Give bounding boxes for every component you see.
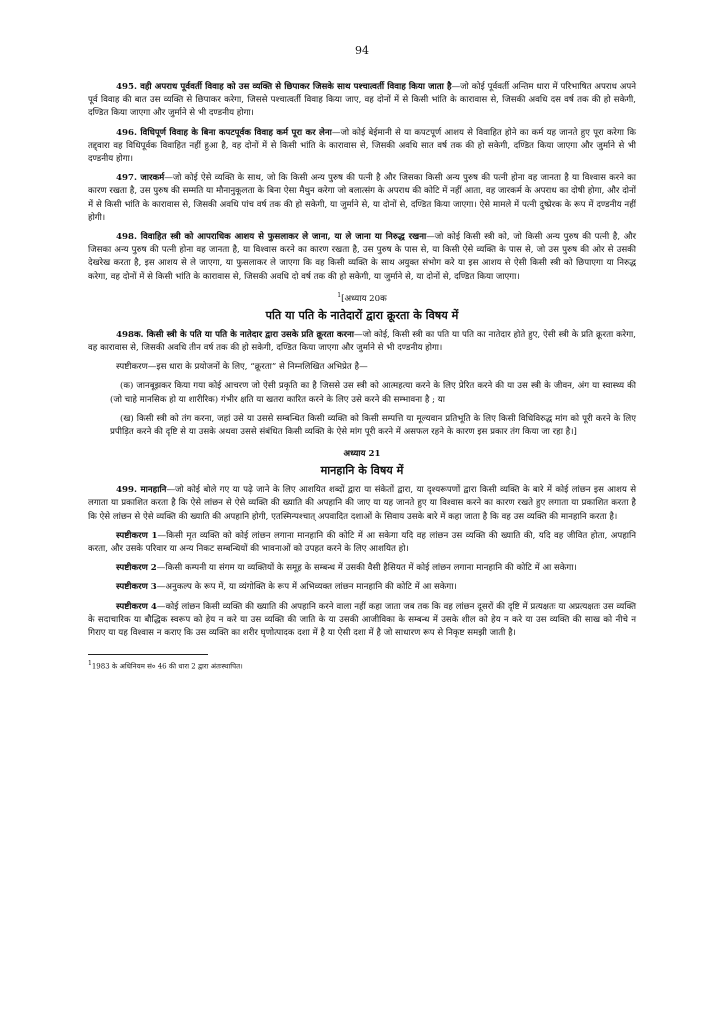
- section-498a-body: —जो कोई, किसी स्त्री का पति या पति का नातेदार होते हुए, ऐसी स्त्री के प्रति क्रूरता करेगा, वह कारावास से, जिसकी अवधि तीन वर्ष तक की हो सकेगी, दण्डित किया जाएगा और जुर्माने से भी दण्डनीय होगा।: [88, 329, 636, 354]
- section-497: [88, 172, 636, 225]
- section-497-body: —जो कोई ऐसे व्यक्ति के साथ, जो कि किसी अन्य पुरुष की पत्नी है और जिसका किसी अन्य पुरुष की पत्नी होना वह जानता है या विश्वास करने का कारण रखता है, उस पुरुष की सम्मति या मौनानुकूलता के बिना ऐसा मैथुन करेगा जो बलात्संग के अपराध की कोटि में नहीं आता, वह जारकर्म के अपराध का दोषी होगा, और दोनों में से किसी भांति के कारावास से, जिसकी अवधि पांच वर्ष तक की हो सकेगी, या जुर्माने से, या दोनों से, दण्डित किया जाएगा। ऐसे मामले में पत्नी दुष्प्रेरक के रूप में दण्डनीय नहीं होगी।: [88, 173, 637, 223]
- explanation-4: [88, 601, 636, 641]
- clause-a: (क) जानबूझकर किया गया कोई आचरण जो ऐसी प्रकृति का है जिससे उस स्त्री को आत्महत्या करने के लिए प्रेरित करने की या उस स्त्री के जीवन, अंग या स्वास्थ्य की (जो चाहे मानसिक हो या शारीरिक) गंभीर क्षति या खतरा कारित करने के लिए उसे करने की सम्भावना है ; या: [110, 381, 636, 405]
- chapter-20a-label: [88, 292, 636, 304]
- explanation-2: [88, 562, 636, 575]
- chapter-20a-label-text: [अध्याय 20क: [341, 293, 387, 304]
- section-498a-explanation: स्पष्टीकरण—इस धारा के प्रयोजनों के लिए, “क्रूरता” से निम्नलिखित अभिप्रेत है—: [116, 362, 368, 373]
- explanation-1-body: —किसी मृत व्यक्ति को कोई लांछन लगाना मानहानि की कोटि में आ सकेगा यदि वह लांछन उस व्यक्ति की ख्याति की, यदि वह जीवित होता, अपहानि करता, और उसके परिवार या अन्य निकट सम्बन्धियों की भावनाओं को उपहत करने के लिए आशयित हो।: [88, 530, 636, 555]
- explanation-2-body: —किसी कम्पनी या संगम या व्यक्तियों के समूह के सम्बन्ध में उसकी वैसी हैसियत में कोई लांछन लगाना मानहानि की कोटि में आ सकेगा।: [156, 563, 577, 574]
- explanation-1-heading: स्पष्टीकरण 1: [116, 530, 158, 541]
- section-498-heading: 498. विवाहित स्त्री को आपराधिक आशय से फुसलाकर ले जाना, या ले जाना या निरुद्ध रखना: [116, 232, 427, 243]
- footnote-text: 1983 के अधिनियम सं० 46 की धारा 2 द्वारा अंतःस्थापित।: [91, 662, 243, 671]
- section-499-heading: 499. मानहानि: [116, 485, 167, 496]
- section-497-heading: 497. जारकर्म: [116, 173, 165, 184]
- footnote-number: 1: [88, 660, 92, 668]
- section-498: [88, 231, 636, 284]
- chapter-21-label: अध्याय 21: [343, 449, 381, 460]
- chapter-20a-title: पति या पति के नातेदारों द्वारा क्रूरता के विषय में: [265, 307, 459, 322]
- section-499-body: —जो कोई बोले गए या पढ़े जाने के लिए आशयित शब्दों द्वारा या संकेतों द्वारा, या दृश्यरूपणों द्वारा किसी व्यक्ति के बारे में कोई लांछन इस आशय से लगाता या प्रकाशित करता है कि ऐसे लांछन से ऐसे व्यक्ति की ख्याति की अपहानि की जाए या यह जानते हुए या विश्वास करने का कारण रखते हुए लगाता या प्रकाशित करता है कि ऐसे लांछन से ऐसे व्यक्ति की ख्याति की अपहानि होगी, एतस्मिन्पश्चात् अपवादित दशाओं के सिवाय उसके बारे में कहा जाता है कि वह उस व्यक्ति की मानहानि करता है।: [88, 485, 636, 522]
- explanation-4-heading: स्पष्टीकरण 4: [116, 601, 157, 612]
- section-496-body: —जो कोई बेईमानी से या कपटपूर्ण आशय से विवाहित होने का कर्म यह जानते हुए पूरा करेगा कि तद्द्वारा वह विधिपूर्वक विवाहित नहीं हुआ है, वह दोनों में से किसी भांति के कारावास से, जिसकी अवधि सात वर्ष तक की हो सकेगी, दण्डित किया जाएगा और जुर्माने से भी दण्डनीय होगा।: [88, 127, 636, 165]
- clause-b: (ख) किसी स्त्री को तंग करना, जहां उसे या उससे सम्बन्धित किसी व्यक्ति को किसी सम्पत्ति या मूल्यवान प्रतिभूति के लिए किसी विधिविरुद्ध मांग को पूरी करने के लिए प्रपीड़ित करने की दृष्टि से या उसके अथवा उससे संबंधित किसी व्यक्ति के ऐसे मांग पूरी करने में असफल रहने के कारण इस प्रकार तंग किया जा रहा है।]: [110, 413, 636, 438]
- section-495-body: —जो कोई पूर्ववर्ती अन्तिम धारा में परिभाषित अपराध अपने पूर्व विवाह की बात उस व्यक्ति से छिपाकर करेगा, जिससे पश्चात्वर्ती विवाह किया जाए, वह दोनों में से किसी भांति के कारावास से, जिसकी अवधि दस वर्ष तक की हो सकेगी, दण्डित किया जाएगा और जुर्माने से भी दण्डनीय होगा।: [88, 82, 636, 119]
- page-number: 94: [355, 44, 369, 57]
- footnote: [88, 659, 636, 671]
- footnote-divider: [88, 654, 208, 655]
- explanation-2-heading: स्पष्टीकरण 2: [116, 563, 157, 574]
- section-495: [88, 81, 636, 121]
- explanation-1: [88, 530, 636, 556]
- explanation-3-heading: स्पष्टीकरण 3: [116, 582, 157, 593]
- section-495-heading: 495. वही अपराध पूर्ववर्ती विवाह को उस व्यक्ति से छिपाकर जिसके साथ पश्चात्वर्ती विवाह किया जाता है: [116, 82, 452, 92]
- section-499: [88, 484, 636, 524]
- section-498a-heading: 498क. किसी स्त्री के पति या पति के नातेदार द्वारा उसके प्रति क्रूरता करना: [116, 329, 354, 340]
- explanation-3-body: —अनुकल्प के रूप में, या व्यंगोक्ति के रूप में अभिव्यक्त लांछन मानहानि की कोटि में आ सकेगा।: [156, 582, 457, 593]
- section-496: [88, 127, 636, 167]
- explanation-4-body: —कोई लांछन किसी व्यक्ति की ख्याति की अपहानि करने वाला नहीं कहा जाता जब तक कि वह लांछन दूसरों की दृष्टि में प्रत्यक्षतः या अप्रत्यक्षतः उस व्यक्ति के सदाचारिक या बौद्धिक स्वरूप को हेय न करे या उस व्यक्ति की जाति के या उसकी आजीविका के सम्बन्ध में उसके शील को हेय न करे या उस व्यक्ति की साख को नीचे न गिराए या यह विश्वास न कराए कि उस व्यक्ति का शरीर घृणोत्पादक दशा में है या ऐसी दशा में है जो साधारण रूप से निकृष्ट समझी जाती है।: [88, 601, 636, 639]
- chapter-21-title: मानहानि के विषय में: [320, 463, 404, 478]
- footnote-marker: 1: [337, 291, 342, 299]
- section-496-heading: 496. विधिपूर्ण विवाह के बिना कपटपूर्वक विवाह कर्म पूरा कर लेना: [116, 127, 332, 138]
- section-498-body: —जो कोई किसी स्त्री को, जो किसी अन्य पुरुष की पत्नी है, और जिसका अन्य पुरुष की पत्नी होना वह जानता है, या विश्वास करने का कारण रखता है, उस पुरुष के पास से, या किसी ऐसे व्यक्ति के पास से, जो उस पुरुष की ओर से उसकी देखरेख करता है, इस आशय से ले जाएगा, या फुसलाकर ले जाएगा कि वह किसी व्यक्ति के साथ अयुक्त संभोग करे या इस आशय से ऐसी किसी स्त्री को छिपाएगा या निरुद्ध करेगा, वह दोनों में से किसी भांति के कारावास से, जिसकी अवधि दो वर्ष तक की हो सकेगी, या जुर्माने से, या दोनों से, दण्डित किया जाएगा।: [88, 232, 637, 282]
- section-498a: [88, 329, 636, 355]
- explanation-3: [88, 581, 636, 594]
